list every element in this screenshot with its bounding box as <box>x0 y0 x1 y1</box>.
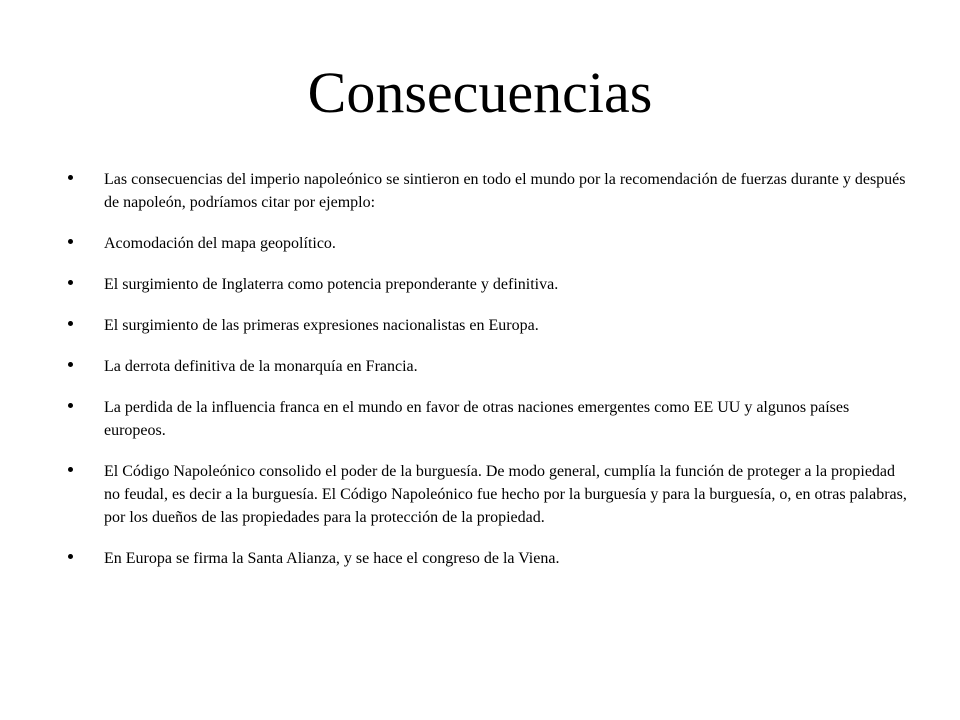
bullet-dot-icon <box>68 362 73 367</box>
bullet-item <box>62 460 912 529</box>
bullet-dot-icon <box>68 321 73 326</box>
bullet-text: La derrota definitiva de la monarquía en Francia. <box>104 358 418 375</box>
bullet-dot-icon <box>68 239 73 244</box>
bullet-item <box>62 314 912 337</box>
bullet-text: La perdida de la influencia franca en el mundo en favor de otras naciones emergentes como EE UU y algunos países europeos. <box>104 399 850 439</box>
bullet-dot-icon <box>68 467 73 472</box>
slide-title: Consecuencias <box>307 60 653 125</box>
bullet-item <box>62 232 912 255</box>
bullet-list <box>62 168 912 588</box>
bullet-item <box>62 355 912 378</box>
bullet-item <box>62 396 912 442</box>
bullet-text: El surgimiento de Inglaterra como potencia preponderante y definitiva. <box>104 276 559 293</box>
bullet-dot-icon <box>68 175 73 180</box>
bullet-item <box>62 168 912 214</box>
bullet-dot-icon <box>68 280 73 285</box>
bullet-text: El surgimiento de las primeras expresiones nacionalistas en Europa. <box>104 317 539 334</box>
bullet-text: En Europa se firma la Santa Alianza, y se hace el congreso de la Viena. <box>104 550 560 567</box>
bullet-text: El Código Napoleónico consolido el poder de la burguesía. De modo general, cumplía la función de proteger a la propiedad no feudal, es decir a la burguesía. El Código Napoleónico fue hecho por la burguesía y para la burguesía, o, en otras palabras, por los dueños de las propiedades para la protección de la propiedad. <box>104 463 907 526</box>
bullet-dot-icon <box>68 403 73 408</box>
bullet-text: Las consecuencias del imperio napoleónico se sintieron en todo el mundo por la recomendación de fuerzas durante y después de napoleón, podríamos citar por ejemplo: <box>104 171 906 211</box>
bullet-text: Acomodación del mapa geopolítico. <box>104 235 336 252</box>
bullet-item <box>62 547 912 570</box>
bullet-dot-icon <box>68 554 73 559</box>
bullet-item <box>62 273 912 296</box>
